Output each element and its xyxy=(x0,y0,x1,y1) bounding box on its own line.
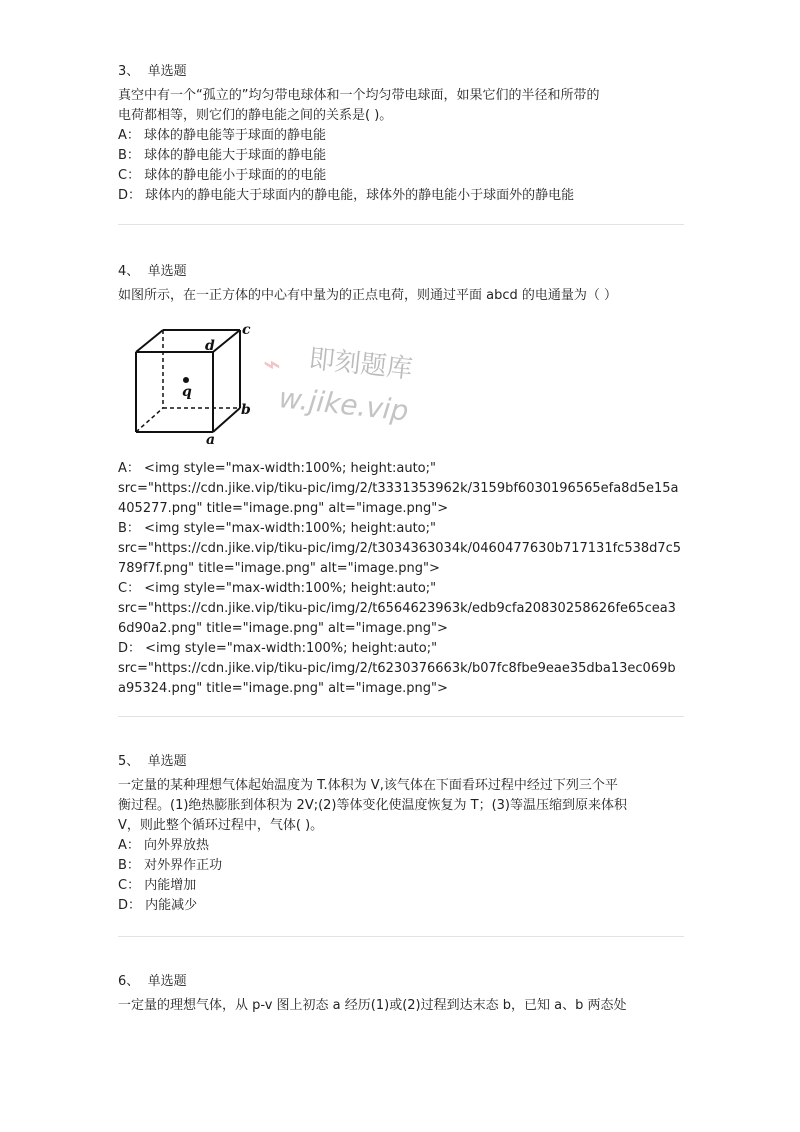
option-text: 内能减少 xyxy=(145,898,198,913)
question-number: 6 xyxy=(118,974,127,989)
question-stem-line: 一定量的某种理想气体起始温度为 T.体积为 V,该气体在下面看环过程中经过下列三个平 xyxy=(118,778,618,793)
question-stem-line: 衡过程。(1)绝热膨胀到体积为 2V;(2)等体变化使温度恢复为 T；(3)等温压缩到原来体积 xyxy=(118,798,627,813)
question-stem-line: V，则此整个循环过程中，气体( )。 xyxy=(118,818,324,833)
question-number: 5 xyxy=(118,754,127,769)
option-b xyxy=(118,146,599,166)
cube-hidden-edge xyxy=(136,408,163,432)
option-b xyxy=(118,856,627,876)
question-header xyxy=(118,262,688,282)
watermark-logo-icon: ⌁ xyxy=(263,347,282,382)
question-type: 单选题 xyxy=(147,754,187,769)
question-separator: 、 xyxy=(126,974,140,989)
option-a xyxy=(118,836,627,856)
divider xyxy=(118,936,684,937)
option-text: 内能增加 xyxy=(144,878,197,893)
option-label: C： xyxy=(118,878,141,893)
option-text: <img style="max-width:100%; height:auto;" xyxy=(144,521,436,536)
question-3 xyxy=(118,62,688,203)
option-label: D： xyxy=(118,188,142,203)
question-4 xyxy=(118,262,688,696)
option-label: A： xyxy=(118,128,140,143)
option-text: 球体的静电能大于球面的静电能 xyxy=(144,148,327,163)
option-text: <img style="max-width:100%; height:auto;" xyxy=(145,641,438,656)
option-text-line: 405277.png" title="image.png" alt="image.png"> xyxy=(118,501,449,516)
option-label: C： xyxy=(118,581,141,596)
charge-label-q: q xyxy=(182,384,192,400)
watermark-title: 即刻题库 xyxy=(307,344,414,385)
option-label: C： xyxy=(118,168,141,183)
question-separator: 、 xyxy=(126,264,140,279)
cube-edge xyxy=(213,408,240,432)
cube-diagram xyxy=(128,322,428,447)
option-d xyxy=(118,186,599,206)
option-text-line: a95324.png" title="image.png" alt="image.png"> xyxy=(118,681,448,696)
question-stem-line: 一定量的理想气体，从 p-v 图上初态 a 经历(1)或(2)过程到达末态 b，已知 a、b 两态处 xyxy=(118,998,627,1013)
option-text: 对外界作正功 xyxy=(144,858,223,873)
question-header xyxy=(118,972,688,992)
question-type: 单选题 xyxy=(147,64,187,79)
cube-edge xyxy=(136,330,163,352)
option-b xyxy=(118,519,681,539)
point-charge-icon xyxy=(183,377,189,383)
option-c xyxy=(118,579,681,599)
option-c xyxy=(118,166,599,186)
option-c xyxy=(118,876,627,896)
question-header xyxy=(118,62,688,82)
watermark-url: w.jike.vip xyxy=(277,381,411,428)
cube-edge xyxy=(213,330,240,352)
option-a xyxy=(118,126,599,146)
option-text: 球体的静电能小于球面的的电能 xyxy=(144,168,327,183)
question-type: 单选题 xyxy=(147,264,187,279)
option-text: 球体的静电能等于球面的静电能 xyxy=(144,128,327,143)
question-number: 4 xyxy=(118,264,127,279)
question-5 xyxy=(118,752,688,913)
question-stem-line: 如图所示，在一正方体的中心有中量为的正点电荷，则通过平面 abcd 的电通量为（ ） xyxy=(118,288,618,303)
option-text-line: src="https://cdn.jike.vip/tiku-pic/img/2/t3331353962k/3159bf6030196565efa8d5e15a xyxy=(118,481,679,496)
option-text-line: src="https://cdn.jike.vip/tiku-pic/img/2/t3034363034k/0460477630b717131fc538d7c5 xyxy=(118,541,682,556)
option-text-line: 789f7f.png" title="image.png" alt="image.png"> xyxy=(118,561,440,576)
vertex-label-d: d xyxy=(205,338,215,354)
question-separator: 、 xyxy=(126,754,140,769)
question-header xyxy=(118,752,688,772)
option-label: B： xyxy=(118,858,140,873)
vertex-label-c: c xyxy=(242,322,251,338)
option-text-line: src="https://cdn.jike.vip/tiku-pic/img/2/t6230376663k/b07fc8fbe9eae35dba13ec069b xyxy=(118,661,676,676)
option-label: D： xyxy=(118,898,142,913)
option-d xyxy=(118,639,681,659)
option-label: A： xyxy=(118,838,140,853)
option-text: 向外界放热 xyxy=(144,838,210,853)
option-label: D： xyxy=(118,641,142,656)
cube-figure xyxy=(128,322,428,447)
vertex-label-b: b xyxy=(241,402,251,418)
option-d xyxy=(118,896,627,916)
question-type: 单选题 xyxy=(147,974,187,989)
vertex-label-a: a xyxy=(206,432,216,447)
question-stem-line: 真空中有一个“孤立的”均匀带电球体和一个均匀带电球面，如果它们的半径和所带的 xyxy=(118,88,600,103)
question-separator: 、 xyxy=(126,64,140,79)
divider xyxy=(118,716,684,717)
question-stem-line: 电荷都相等，则它们的静电能之间的关系是( )。 xyxy=(118,108,393,123)
option-label: B： xyxy=(118,148,140,163)
option-label: A： xyxy=(118,461,140,476)
option-text: <img style="max-width:100%; height:auto;" xyxy=(144,581,437,596)
option-text: 球体内的静电能大于球面内的静电能，球体外的静电能小于球面外的静电能 xyxy=(145,188,575,203)
question-number: 3 xyxy=(118,64,127,79)
option-a xyxy=(118,459,681,479)
option-text-line: 6d90a2.png" title="image.png" alt="image.png"> xyxy=(118,621,448,636)
option-text-line: src="https://cdn.jike.vip/tiku-pic/img/2/t6564623963k/edb9cfa20830258626fe65cea3 xyxy=(118,601,676,616)
option-text: <img style="max-width:100%; height:auto;" xyxy=(144,461,436,476)
option-label: B： xyxy=(118,521,140,536)
divider xyxy=(118,224,684,225)
question-6 xyxy=(118,972,688,1013)
